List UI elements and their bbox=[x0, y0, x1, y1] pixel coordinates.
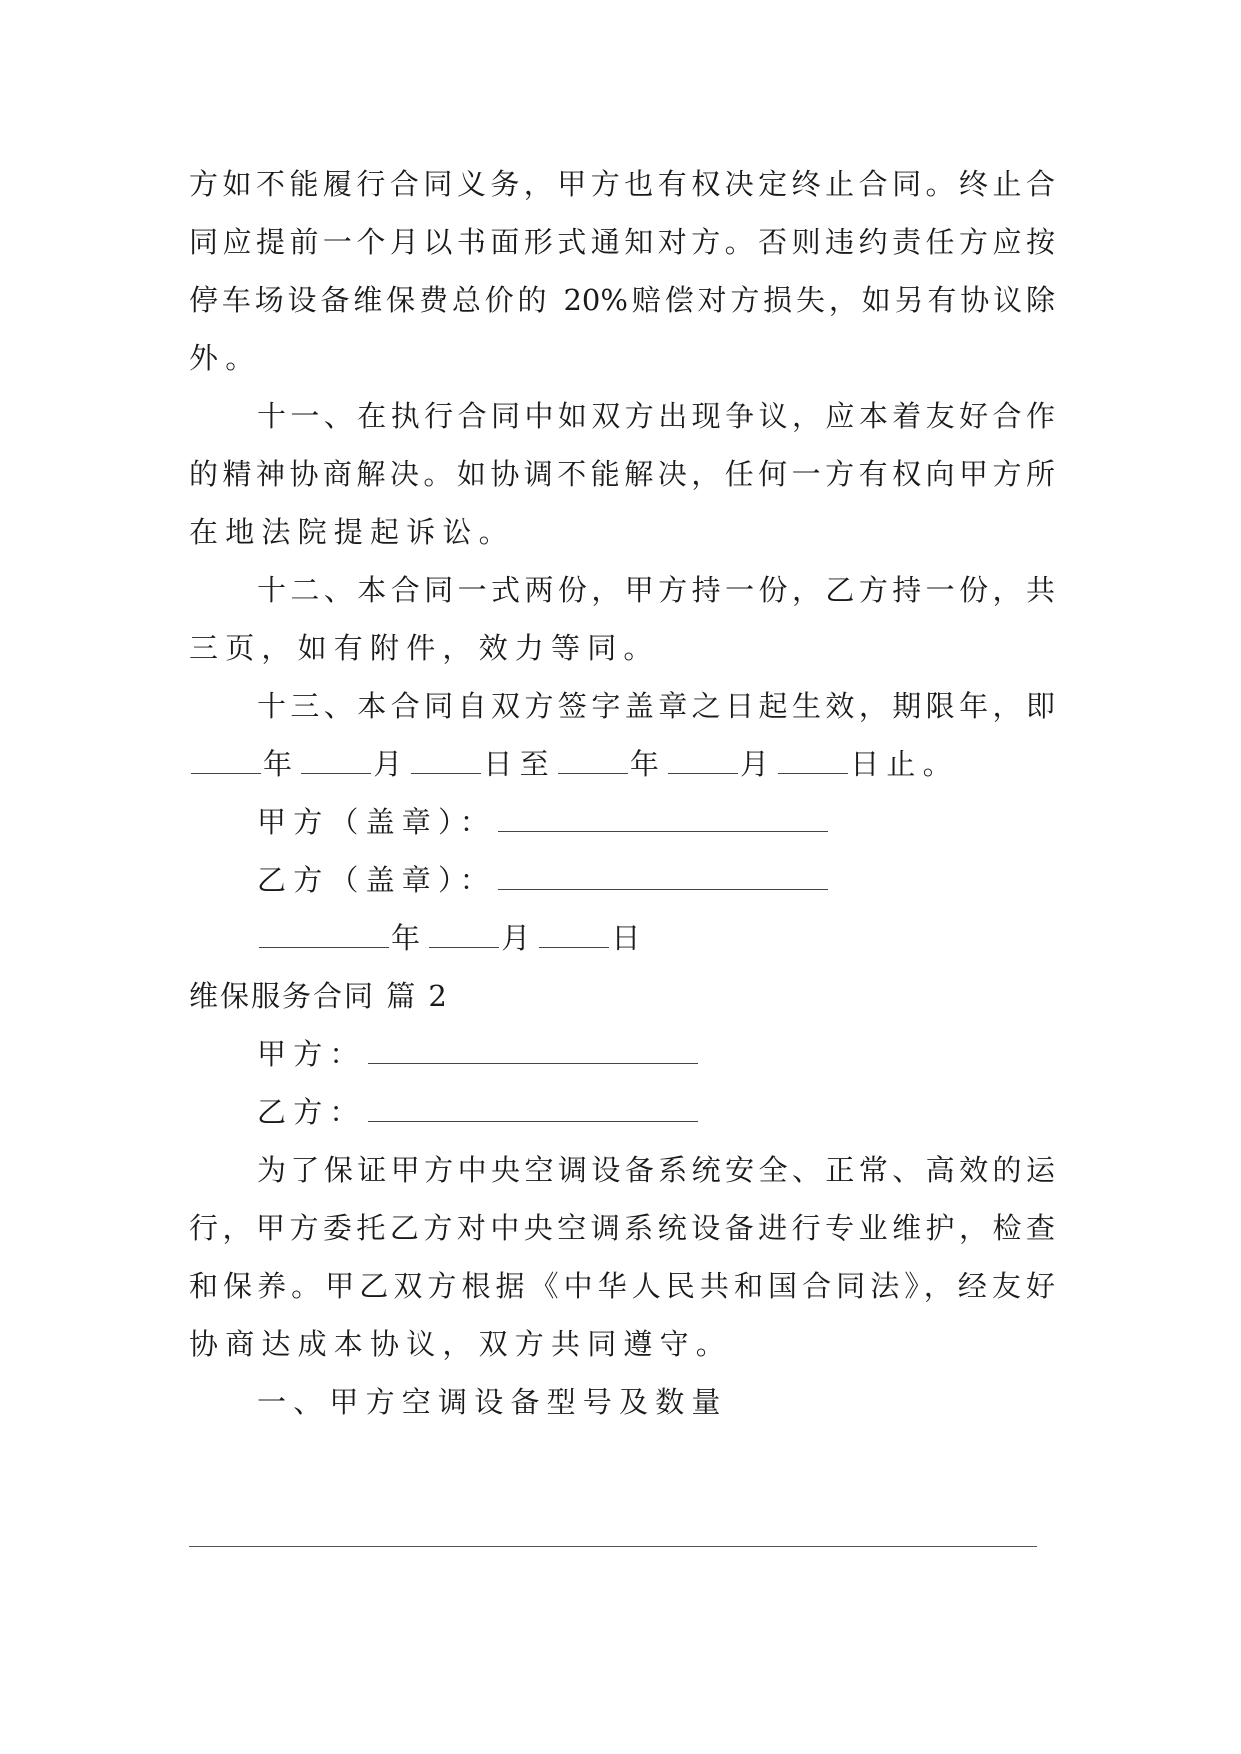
paragraph-line: 的精神协商解决。如协调不能解决，任何一方有权向甲方所 bbox=[189, 457, 1055, 491]
signature-blank bbox=[498, 863, 828, 890]
paragraph-line: 停车场设备维保费总价的 20%赔偿对方损失，如另有协议除 bbox=[189, 283, 1055, 317]
paragraph-line: 同应提前一个月以书面形式通知对方。否则违约责任方应按 bbox=[189, 225, 1055, 259]
date-range-line bbox=[189, 735, 1055, 793]
intro-line: 协商达成本协议，双方共同遵守。 bbox=[189, 1327, 733, 1361]
clause-13-line: 十三、本合同自双方签字盖章之日起生效，期限年，即 bbox=[257, 689, 1055, 723]
party-a-seal-label: 甲方（盖章）： bbox=[257, 805, 496, 839]
date-month-label: 月 bbox=[373, 747, 410, 781]
blank-field bbox=[429, 921, 499, 948]
document-page bbox=[189, 155, 1055, 1431]
date-year-label: 年 bbox=[391, 921, 428, 955]
party-a-label: 甲方： bbox=[257, 1037, 366, 1071]
paragraph-line: 方如不能履行合同义务，甲方也有权决定终止合同。终止合 bbox=[189, 167, 1055, 201]
paragraph-line: 在地法院提起诉讼。 bbox=[189, 515, 515, 549]
blank-field bbox=[558, 747, 628, 774]
date-day-label: 日至 bbox=[483, 747, 556, 781]
blank-field bbox=[259, 921, 389, 948]
date-day-label: 日止。 bbox=[850, 747, 959, 781]
sign-date-line bbox=[189, 909, 1055, 967]
party-b-seal-line bbox=[189, 851, 1055, 909]
paragraph-line: 外。 bbox=[189, 341, 262, 375]
party-a-blank bbox=[368, 1037, 698, 1064]
signature-blank bbox=[498, 805, 828, 832]
intro-line: 为了保证甲方中央空调设备系统安全、正常、高效的运 bbox=[257, 1153, 1055, 1187]
blank-field bbox=[778, 747, 848, 774]
clause-11-line: 十一、在执行合同中如双方出现争议，应本着友好合作 bbox=[257, 399, 1055, 433]
item-1-heading: 一、甲方空调设备型号及数量 bbox=[257, 1385, 728, 1419]
blank-field bbox=[191, 747, 261, 774]
date-month-label: 月 bbox=[501, 921, 538, 955]
intro-line: 行，甲方委托乙方对中央空调系统设备进行专业维护，检查 bbox=[189, 1211, 1055, 1245]
party-b-blank bbox=[368, 1095, 698, 1122]
party-b-line bbox=[189, 1083, 1055, 1141]
footer-divider bbox=[189, 1546, 1037, 1547]
date-day-label: 日 bbox=[611, 921, 648, 955]
paragraph-line: 三页，如有附件，效力等同。 bbox=[189, 631, 660, 665]
party-b-label: 乙方： bbox=[257, 1095, 366, 1129]
date-month-label: 月 bbox=[740, 747, 777, 781]
blank-field bbox=[411, 747, 481, 774]
blank-field bbox=[539, 921, 609, 948]
party-a-line bbox=[189, 1025, 1055, 1083]
date-year-label: 年 bbox=[263, 747, 300, 781]
party-a-seal-line bbox=[189, 793, 1055, 851]
blank-field bbox=[668, 747, 738, 774]
intro-line: 和保养。甲乙双方根据《中华人民共和国合同法》，经友好 bbox=[189, 1269, 1055, 1303]
section-title: 维保服务合同 篇 2 bbox=[189, 979, 449, 1013]
clause-12-line: 十二、本合同一式两份，甲方持一份，乙方持一份，共 bbox=[257, 573, 1055, 607]
blank-field bbox=[301, 747, 371, 774]
date-year-label: 年 bbox=[629, 747, 667, 781]
party-b-seal-label: 乙方（盖章）： bbox=[257, 863, 496, 897]
